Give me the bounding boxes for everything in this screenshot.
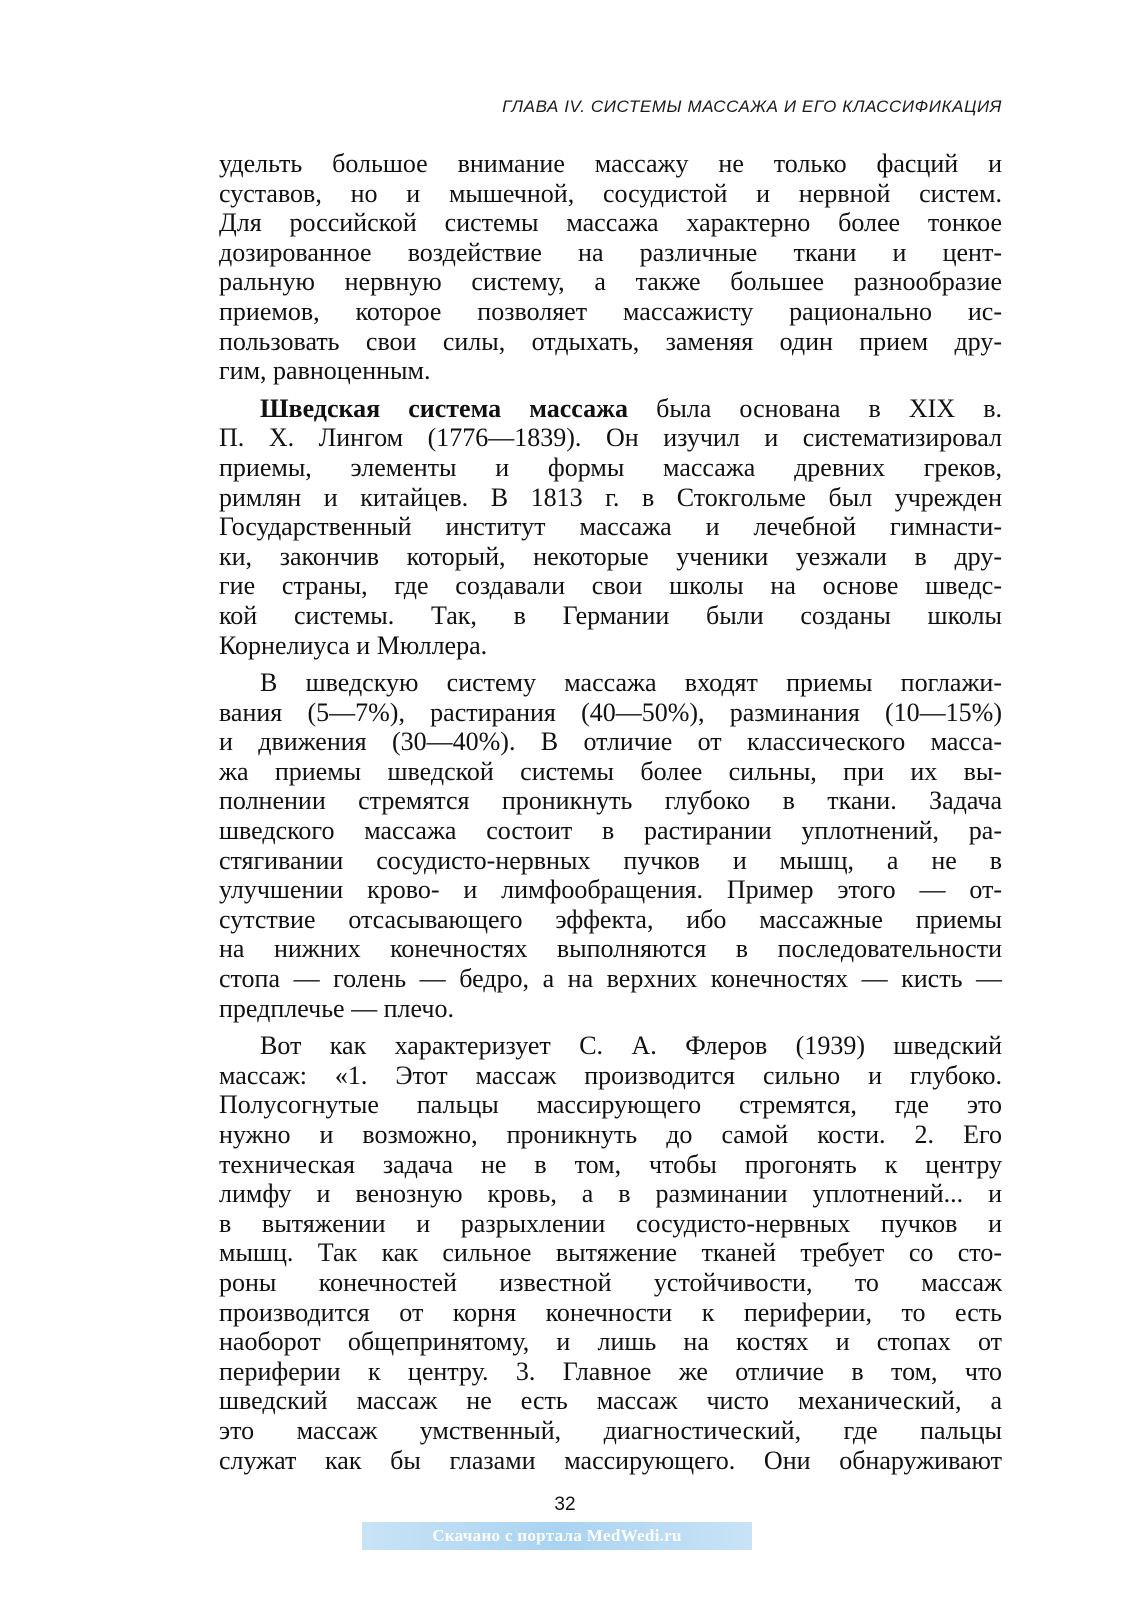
text-line: производится от корня конечности к периферии, то есть: [219, 1297, 1002, 1327]
text-line: шведский массаж не есть массаж чисто механический, а: [219, 1386, 1002, 1416]
running-head: ГЛАВА IV. СИСТЕМЫ МАССАЖА И ЕГО КЛАССИФИКАЦИЯ: [502, 97, 1002, 116]
text-line: стопа — голень — бедро, а на верхних конечностях — кисть —: [219, 964, 1002, 994]
paragraph: [219, 1031, 1002, 1475]
text-line: гие страны, где создавали свои школы на основе шведс-: [219, 571, 1002, 601]
text-line: Государственный институт массажа и лечебной гимнасти-: [219, 512, 1002, 542]
text-line: наоборот общепринятому, и лишь на костях и стопах от: [219, 1327, 1002, 1357]
text-line: римлян и китайцев. В 1813 г. в Стокгольме был учрежден: [219, 482, 1002, 512]
page-number: 32: [554, 1494, 576, 1515]
text-line: [219, 394, 1002, 424]
text-line: ки, закончив который, некоторые ученики уезжали в дру-: [219, 541, 1002, 571]
watermark-banner: Скачано с портала MedWedi.ru: [362, 1522, 752, 1550]
text-line: удельть большое внимание массажу не только фасций и: [219, 149, 1002, 178]
page-body: [219, 149, 1002, 1475]
text-line: предплечье — плечо.: [219, 993, 454, 1023]
paragraph: [219, 668, 1002, 1023]
text-line: лимфу и венозную кровь, а в разминании уплотнений... и: [219, 1179, 1002, 1209]
text-line: Полусогнутые пальцы массирующего стремятся, где это: [219, 1090, 1002, 1120]
text-line: пользовать свои силы, отдыхать, заменяя один прием дру-: [219, 326, 1002, 356]
text-line: на нижних конечностях выполняются в последовательности: [219, 934, 1002, 964]
text-line: В шведскую систему массажа входят приемы поглажи-: [260, 668, 1002, 698]
text-line: П. Х. Лингом (1776—1839). Он изучил и систематизировал: [219, 423, 1002, 453]
text-line: приемы, элементы и формы массажа древних греков,: [219, 452, 1002, 482]
text-line: суставов, но и мышечной, сосудистой и нервной систем.: [219, 178, 1002, 208]
text-line: дозированное воздействие на различные ткани и цент-: [219, 237, 1002, 267]
text-line: в вытяжении и разрыхлении сосудисто-нервных пучков и: [219, 1208, 1002, 1238]
text-line: массаж: «1. Этот массаж производится сильно и глубоко.: [219, 1060, 1002, 1090]
bold-term: Шведская система массажа: [260, 393, 629, 423]
text-line: приемов, которое позволяет массажисту рационально ис-: [219, 296, 1002, 326]
text-line: вания (5—7%), растирания (40—50%), разминания (10—15%): [219, 697, 1002, 727]
text-fragment: была основана в XIX в.: [628, 393, 1002, 423]
text-line: шведского массажа состоит в растирании уплотнений, ра-: [219, 816, 1002, 846]
text-line: кой системы. Так, в Германии были созданы школы: [219, 600, 1002, 630]
paragraph: [219, 394, 1002, 660]
text-line: это массаж умственный, диагностический, где пальцы: [219, 1415, 1002, 1445]
text-line: роны конечностей известной устойчивости, то массаж: [219, 1267, 1002, 1297]
text-line: служат как бы глазами массирующего. Они обнаруживают: [219, 1445, 1002, 1475]
text-line: полнении стремятся проникнуть глубоко в ткани. Задача: [219, 786, 1002, 816]
text-line: Для российской системы массажа характерно более тонкое: [219, 208, 1002, 238]
text-line: Корнелиуса и Мюллера.: [219, 630, 488, 660]
text-line: гим, равноценным.: [219, 356, 431, 386]
text-line: техническая задача не в том, чтобы прогонять к центру: [219, 1149, 1002, 1179]
text-line: жа приемы шведской системы более сильны, при их вы-: [219, 756, 1002, 786]
text-line: мышц. Так как сильное вытяжение тканей требует со сто-: [219, 1238, 1002, 1268]
text-line: стягивании сосудисто-нервных пучков и мышц, а не в: [219, 845, 1002, 875]
text-line: ральную нервную систему, а также большее разнообразие: [219, 267, 1002, 297]
text-line: сутствие отсасывающего эффекта, ибо массажные приемы: [219, 904, 1002, 934]
paragraph: [219, 149, 1002, 386]
text-line: периферии к центру. 3. Главное же отличие в том, что: [219, 1356, 1002, 1386]
text-line: и движения (30—40%). В отличие от классического масса-: [219, 727, 1002, 757]
text-line: нужно и возможно, проникнуть до самой кости. 2. Его: [219, 1120, 1002, 1149]
text-line: улучшении крово- и лимфообращения. Пример этого — от-: [219, 875, 1002, 905]
text-line: Вот как характеризует С. А. Флеров (1939) шведский: [260, 1031, 1002, 1061]
